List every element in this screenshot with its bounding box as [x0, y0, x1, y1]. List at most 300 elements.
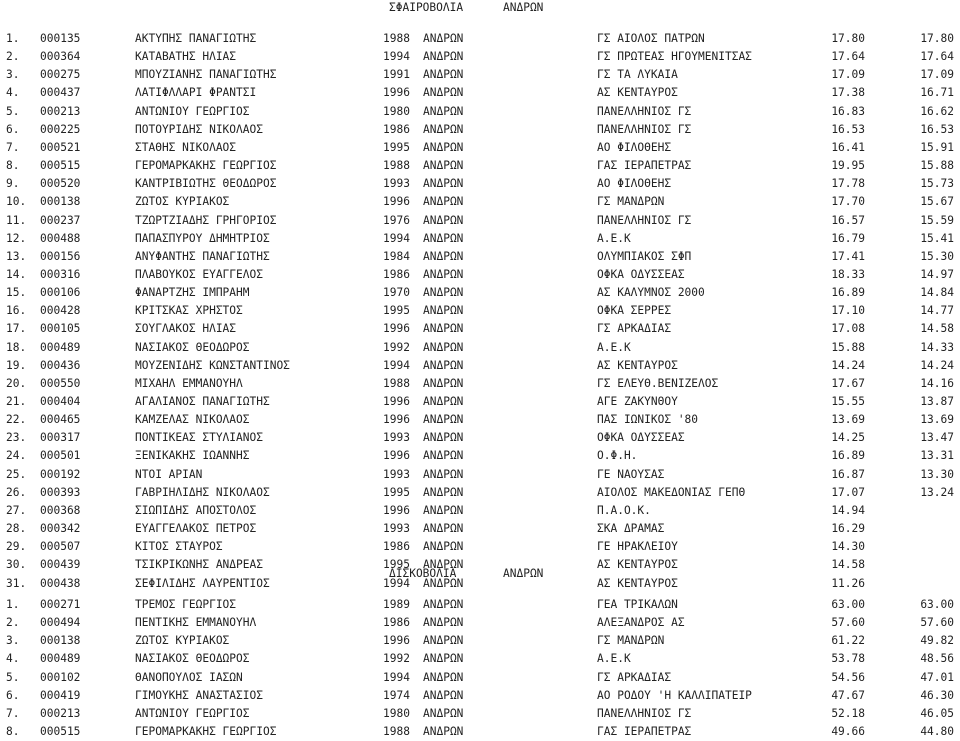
season-best: 61.22 [831, 634, 865, 648]
season-best: 16.87 [831, 467, 865, 481]
athlete-id: 000213 [40, 104, 81, 118]
category: ΑΝΔΡΩΝ [423, 540, 464, 554]
club: ΓΑΣ ΙΕΡΑΠΕΤΡΑΣ [597, 725, 692, 739]
result-row [0, 193, 960, 211]
season-best: 17.70 [831, 195, 865, 209]
birth-year: 1996 [383, 195, 410, 209]
mark: 63.00 [920, 598, 954, 611]
mark: 15.73 [920, 177, 954, 191]
athlete-name: ΣΕΦΙΛΙΔΗΣ ΛΑΥΡΕΝΤΙΟΣ [135, 576, 270, 590]
result-row [0, 520, 960, 538]
athlete-name: ΑΝΤΩΝΙΟΥ ΓΕΩΡΓΙΟΣ [135, 706, 250, 720]
athlete-id: 000489 [40, 652, 81, 666]
rank: 5. [6, 104, 20, 118]
rank: 27. [6, 503, 27, 517]
category: ΑΝΔΡΩΝ [423, 431, 464, 445]
club: ΓΕΑ ΤΡΙΚΑΛΩΝ [597, 598, 678, 611]
mark: 13.87 [920, 395, 954, 408]
rank: 25. [6, 467, 27, 481]
athlete-name: ΚΑΜΖΕΛΑΣ ΝΙΚΟΛΑΟΣ [135, 413, 250, 427]
athlete-id: 000138 [40, 634, 81, 648]
athlete-id: 000106 [40, 286, 81, 300]
result-row [0, 538, 960, 556]
birth-year: 1976 [383, 213, 410, 227]
rank: 8. [6, 159, 20, 173]
club: ΓΣ ΜΑΝΔΡΩΝ [597, 195, 665, 209]
athlete-id: 000437 [40, 86, 81, 100]
club: ΓΣ ΠΡΩΤΕΑΣ ΗΓΟΥΜΕΝΙΤΣΑΣ [597, 50, 752, 64]
club: ΓΕ ΝΑΟΥΣΑΣ [597, 467, 665, 481]
athlete-id: 000550 [40, 376, 81, 390]
mark: 14.33 [920, 340, 954, 354]
athlete-id: 000507 [40, 540, 81, 554]
result-row [0, 393, 960, 411]
athlete-id: 000225 [40, 122, 81, 136]
mark: 15.88 [920, 159, 954, 173]
athlete-id: 000316 [40, 267, 81, 281]
rank: 1. [6, 598, 20, 611]
birth-year: 1994 [383, 231, 410, 245]
season-best: 49.66 [831, 725, 865, 739]
season-best: 17.41 [831, 249, 865, 263]
athlete-name: ΓΙΜΟΥΚΗΣ ΑΝΑΣΤΑΣΙΟΣ [135, 688, 263, 702]
athlete-name: ΖΩΤΟΣ ΚΥΡΙΑΚΟΣ [135, 195, 230, 209]
birth-year: 1995 [383, 304, 410, 318]
category: ΑΝΔΡΩΝ [423, 286, 464, 300]
club: ΠΑΝΕΛΛΗΝΙΟΣ ΓΣ [597, 122, 692, 136]
athlete-name: ΑΝΤΩΝΙΟΥ ΓΕΩΡΓΙΟΣ [135, 104, 250, 118]
result-row [0, 357, 960, 375]
result-row [0, 212, 960, 230]
birth-year: 1986 [383, 122, 410, 136]
rank: 3. [6, 68, 20, 82]
result-row [0, 48, 960, 66]
birth-year: 1989 [383, 598, 410, 611]
mark: 15.67 [920, 195, 954, 209]
category: ΑΝΔΡΩΝ [423, 688, 464, 702]
club: ΣΚΑ ΔΡΑΜΑΣ [597, 522, 665, 536]
athlete-id: 000515 [40, 725, 81, 739]
result-row [0, 429, 960, 447]
athlete-name: ΓΑΒΡΙΗΛΙΔΗΣ ΝΙΚΟΛΑΟΣ [135, 485, 270, 499]
club: ΑΟ ΦΙΛΟΘΕΗΣ [597, 140, 672, 154]
rank: 3. [6, 634, 20, 648]
mark: 57.60 [920, 616, 954, 630]
athlete-name: ΑΓΑΛΙΑΝΟΣ ΠΑΝΑΓΙΩΤΗΣ [135, 395, 270, 408]
athlete-name: ΚΑΤΑΒΑΤΗΣ ΗΛΙΑΣ [135, 50, 237, 64]
athlete-name: ΣΙΩΠΙΔΗΣ ΑΠΟΣΤΟΛΟΣ [135, 503, 257, 517]
club: ΑΣ ΚΕΝΤΑΥΡΟΣ [597, 576, 678, 590]
season-best: 14.30 [831, 540, 865, 554]
mark: 48.56 [920, 652, 954, 666]
category: ΑΝΔΡΩΝ [423, 213, 464, 227]
athlete-id: 000436 [40, 358, 81, 372]
result-row [0, 705, 960, 723]
athlete-name: ΜΠΟΥΖΙΑΝΗΣ ΠΑΝΑΓΙΩΤΗΣ [135, 68, 277, 82]
result-row [0, 669, 960, 687]
birth-year: 1993 [383, 467, 410, 481]
rank: 18. [6, 340, 27, 354]
season-best: 17.78 [831, 177, 865, 191]
athlete-name: ΠΟΝΤΙΚΕΑΣ ΣΤΥΛΙΑΝΟΣ [135, 431, 263, 445]
rank: 19. [6, 358, 27, 372]
club: Π.Α.Ο.Κ. [597, 503, 651, 517]
rank: 26. [6, 485, 27, 499]
category: ΑΝΔΡΩΝ [423, 267, 464, 281]
rank: 17. [6, 322, 27, 336]
athlete-name: ΤΣΙΚΡΙΚΩΝΗΣ ΑΝΔΡΕΑΣ [135, 558, 263, 572]
event-name: ΣΦΑΙΡΟΒΟΛΙΑ [389, 1, 464, 14]
birth-year: 1980 [383, 706, 410, 720]
result-row [0, 266, 960, 284]
club: ΟΦΚΑ ΟΔΥΣΣΕΑΣ [597, 431, 685, 445]
category: ΑΝΔΡΩΝ [423, 467, 464, 481]
season-best: 16.57 [831, 213, 865, 227]
rank: 1. [6, 32, 20, 45]
category: ΑΝΔΡΩΝ [423, 652, 464, 666]
birth-year: 1994 [383, 50, 410, 64]
athlete-id: 000404 [40, 395, 81, 408]
result-row [0, 284, 960, 302]
athlete-id: 000515 [40, 159, 81, 173]
athlete-name: ΠΛΑΒΟΥΚΟΣ ΕΥΑΓΓΕΛΟΣ [135, 267, 263, 281]
rank: 12. [6, 231, 27, 245]
mark: 46.05 [920, 706, 954, 720]
season-best: 14.58 [831, 558, 865, 572]
club: ΑΟ ΦΙΛΟΘΕΗΣ [597, 177, 672, 191]
birth-year: 1996 [383, 449, 410, 463]
result-row [0, 121, 960, 139]
rank: 5. [6, 670, 20, 684]
mark: 13.31 [920, 449, 954, 463]
rank: 6. [6, 122, 20, 136]
athlete-name: ΦΑΝΑΡΤΖΗΣ ΙΜΠΡΑΗΜ [135, 286, 250, 300]
section-title [0, 565, 960, 583]
birth-year: 1996 [383, 634, 410, 648]
event-category: ΑΝΔΡΩΝ [503, 1, 544, 14]
athlete-name: ΠΕΝΤΙΚΗΣ ΕΜΜΑΝΟΥΗΛ [135, 616, 257, 630]
mark: 14.84 [920, 286, 954, 300]
birth-year: 1995 [383, 140, 410, 154]
mark: 14.77 [920, 304, 954, 318]
athlete-id: 000489 [40, 340, 81, 354]
club: Α.Ε.Κ [597, 231, 631, 245]
birth-year: 1992 [383, 652, 410, 666]
birth-year: 1974 [383, 688, 410, 702]
club: Α.Ε.Κ [597, 340, 631, 354]
season-best: 47.67 [831, 688, 865, 702]
birth-year: 1970 [383, 286, 410, 300]
birth-year: 1995 [383, 558, 410, 572]
athlete-id: 000138 [40, 195, 81, 209]
mark: 15.41 [920, 231, 954, 245]
athlete-id: 000521 [40, 140, 81, 154]
athlete-id: 000501 [40, 449, 81, 463]
rank: 31. [6, 576, 27, 590]
mark: 15.91 [920, 140, 954, 154]
season-best: 63.00 [831, 598, 865, 611]
athlete-id: 000237 [40, 213, 81, 227]
result-row [0, 248, 960, 266]
result-row [0, 723, 960, 741]
athlete-id: 000520 [40, 177, 81, 191]
category: ΑΝΔΡΩΝ [423, 68, 464, 82]
athlete-id: 000488 [40, 231, 81, 245]
athlete-name: ΝΑΣΙΑΚΟΣ ΘΕΟΔΩΡΟΣ [135, 340, 250, 354]
mark: 17.80 [920, 32, 954, 45]
category: ΑΝΔΡΩΝ [423, 670, 464, 684]
mark: 17.09 [920, 68, 954, 82]
season-best: 57.60 [831, 616, 865, 630]
athlete-name: ΑΝΥΦΑΝΤΗΣ ΠΑΝΑΓΙΩΤΗΣ [135, 249, 270, 263]
club: ΠΑΝΕΛΛΗΝΙΟΣ ΓΣ [597, 104, 692, 118]
season-best: 14.94 [831, 503, 865, 517]
birth-year: 1994 [383, 576, 410, 590]
club: ΑΣ ΚΑΛΥΜΝΟΣ 2000 [597, 286, 705, 300]
category: ΑΝΔΡΩΝ [423, 304, 464, 318]
birth-year: 1993 [383, 177, 410, 191]
event-category: ΑΝΔΡΩΝ [503, 567, 544, 580]
season-best: 17.64 [831, 50, 865, 64]
category: ΑΝΔΡΩΝ [423, 340, 464, 354]
category: ΑΝΔΡΩΝ [423, 522, 464, 536]
athlete-id: 000364 [40, 50, 81, 64]
mark: 13.69 [920, 413, 954, 427]
category: ΑΝΔΡΩΝ [423, 231, 464, 245]
result-row [0, 66, 960, 84]
category: ΑΝΔΡΩΝ [423, 159, 464, 173]
result-row [0, 484, 960, 502]
rank: 21. [6, 395, 27, 408]
result-row [0, 411, 960, 429]
result-row [0, 230, 960, 248]
category: ΑΝΔΡΩΝ [423, 706, 464, 720]
athlete-name: ΚΑΝΤΡΙΒΙΩΤΗΣ ΘΕΟΔΩΡΟΣ [135, 177, 277, 191]
result-row [0, 302, 960, 320]
season-best: 17.67 [831, 376, 865, 390]
club: ΑΓΕ ΖΑΚΥΝΘΟΥ [597, 395, 678, 408]
category: ΑΝΔΡΩΝ [423, 177, 464, 191]
birth-year: 1988 [383, 159, 410, 173]
rank: 11. [6, 213, 27, 227]
season-best: 17.80 [831, 32, 865, 45]
birth-year: 1995 [383, 485, 410, 499]
athlete-id: 000368 [40, 503, 81, 517]
birth-year: 1986 [383, 540, 410, 554]
mark: 14.16 [920, 376, 954, 390]
athlete-name: ΤΖΩΡΤΖΙΑΔΗΣ ΓΡΗΓΟΡΙΟΣ [135, 213, 277, 227]
result-row [0, 339, 960, 357]
mark: 47.01 [920, 670, 954, 684]
section-title [0, 0, 960, 17]
athlete-name: ΘΑΝΟΠΟΥΛΟΣ ΙΑΣΩΝ [135, 670, 243, 684]
category: ΑΝΔΡΩΝ [423, 395, 464, 408]
club: ΓΣ ΑΡΚΑΔΙΑΣ [597, 670, 672, 684]
birth-year: 1991 [383, 68, 410, 82]
season-best: 17.07 [831, 485, 865, 499]
athlete-name: ΓΕΡΟΜΑΡΚΑΚΗΣ ΓΕΩΡΓΙΟΣ [135, 159, 277, 173]
athlete-name: ΝΤΟΙ ΑΡΙΑΝ [135, 467, 203, 481]
club: ΓΣ ΜΑΝΔΡΩΝ [597, 634, 665, 648]
athlete-name: ΚΙΤΟΣ ΣΤΑΥΡΟΣ [135, 540, 223, 554]
mark: 16.53 [920, 122, 954, 136]
rank: 16. [6, 304, 27, 318]
category: ΑΝΔΡΩΝ [423, 50, 464, 64]
result-row [0, 687, 960, 705]
club: ΑΣ ΚΕΝΤΑΥΡΟΣ [597, 558, 678, 572]
season-best: 17.08 [831, 322, 865, 336]
club: ΟΦΚΑ ΣΕΡΡΕΣ [597, 304, 672, 318]
club: ΓΣ ΑΙΟΛΟΣ ΠΑΤΡΩΝ [597, 32, 705, 45]
season-best: 15.88 [831, 340, 865, 354]
mark: 15.59 [920, 213, 954, 227]
birth-year: 1992 [383, 340, 410, 354]
club: ΓΑΣ ΙΕΡΑΠΕΤΡΑΣ [597, 159, 692, 173]
rank: 29. [6, 540, 27, 554]
athlete-name: ΖΩΤΟΣ ΚΥΡΙΑΚΟΣ [135, 634, 230, 648]
season-best: 16.79 [831, 231, 865, 245]
athlete-name: ΜΟΥΖΕΝΙΔΗΣ ΚΩΝΣΤΑΝΤΙΝΟΣ [135, 358, 290, 372]
birth-year: 1993 [383, 431, 410, 445]
season-best: 53.78 [831, 652, 865, 666]
rank: 10. [6, 195, 27, 209]
rank: 13. [6, 249, 27, 263]
category: ΑΝΔΡΩΝ [423, 558, 464, 572]
category: ΑΝΔΡΩΝ [423, 322, 464, 336]
mark: 15.30 [920, 249, 954, 263]
athlete-name: ΣΟΥΓΛΑΚΟΣ ΗΛΙΑΣ [135, 322, 237, 336]
season-best: 15.55 [831, 395, 865, 408]
club: ΠΑΝΕΛΛΗΝΙΟΣ ΓΣ [597, 213, 692, 227]
category: ΑΝΔΡΩΝ [423, 122, 464, 136]
athlete-id: 000419 [40, 688, 81, 702]
season-best: 54.56 [831, 670, 865, 684]
club: ΓΣ ΑΡΚΑΔΙΑΣ [597, 322, 672, 336]
birth-year: 1988 [383, 376, 410, 390]
result-row [0, 614, 960, 632]
athlete-id: 000192 [40, 467, 81, 481]
birth-year: 1988 [383, 725, 410, 739]
season-best: 17.10 [831, 304, 865, 318]
mark: 14.58 [920, 322, 954, 336]
season-best: 19.95 [831, 159, 865, 173]
mark: 16.62 [920, 104, 954, 118]
category: ΑΝΔΡΩΝ [423, 376, 464, 390]
season-best: 17.38 [831, 86, 865, 100]
athlete-id: 000105 [40, 322, 81, 336]
athlete-name: ΕΥΑΓΓΕΛΑΚΟΣ ΠΕΤΡΟΣ [135, 522, 257, 536]
category: ΑΝΔΡΩΝ [423, 485, 464, 499]
mark: 16.71 [920, 86, 954, 100]
athlete-id: 000271 [40, 598, 81, 611]
athlete-id: 000135 [40, 32, 81, 45]
athlete-id: 000438 [40, 576, 81, 590]
rank: 4. [6, 652, 20, 666]
birth-year: 1996 [383, 413, 410, 427]
season-best: 14.24 [831, 358, 865, 372]
athlete-name: ΓΕΡΟΜΑΡΚΑΚΗΣ ΓΕΩΡΓΙΟΣ [135, 725, 277, 739]
athlete-name: ΞΕΝΙΚΑΚΗΣ ΙΩΑΝΝΗΣ [135, 449, 250, 463]
result-row [0, 30, 960, 48]
category: ΑΝΔΡΩΝ [423, 725, 464, 739]
mark: 17.64 [920, 50, 954, 64]
athlete-id: 000465 [40, 413, 81, 427]
category: ΑΝΔΡΩΝ [423, 249, 464, 263]
club: ΟΦΚΑ ΟΔΥΣΣΕΑΣ [597, 267, 685, 281]
result-row [0, 502, 960, 520]
rank: 2. [6, 616, 20, 630]
rank: 22. [6, 413, 27, 427]
mark: 49.82 [920, 634, 954, 648]
category: ΑΝΔΡΩΝ [423, 616, 464, 630]
season-best: 16.41 [831, 140, 865, 154]
season-best: 17.09 [831, 68, 865, 82]
result-row [0, 103, 960, 121]
season-best: 52.18 [831, 706, 865, 720]
rank: 2. [6, 50, 20, 64]
season-best: 16.83 [831, 104, 865, 118]
rank: 4. [6, 86, 20, 100]
athlete-name: ΚΡΙΤΣΚΑΣ ΧΡΗΣΤΟΣ [135, 304, 243, 318]
category: ΑΝΔΡΩΝ [423, 449, 464, 463]
birth-year: 1994 [383, 670, 410, 684]
birth-year: 1980 [383, 104, 410, 118]
category: ΑΝΔΡΩΝ [423, 140, 464, 154]
club: ΑΟ ΡΟΔΟΥ 'Η ΚΑΛΛΙΠΑΤΕΙΡ [597, 688, 752, 702]
rank: 24. [6, 449, 27, 463]
rank: 8. [6, 725, 20, 739]
mark: 14.24 [920, 358, 954, 372]
mark: 13.30 [920, 467, 954, 481]
athlete-name: ΜΙΧΑΗΛ ΕΜΜΑΝΟΥΗΛ [135, 376, 243, 390]
athlete-id: 000275 [40, 68, 81, 82]
birth-year: 1996 [383, 503, 410, 517]
mark: 13.24 [920, 485, 954, 499]
athlete-id: 000317 [40, 431, 81, 445]
event-name: ΔΙΣΚΟΒΟΛΙΑ [389, 567, 457, 580]
athlete-id: 000393 [40, 485, 81, 499]
club: ΑΣ ΚΕΝΤΑΥΡΟΣ [597, 86, 678, 100]
club: ΠΑΝΕΛΛΗΝΙΟΣ ΓΣ [597, 706, 692, 720]
birth-year: 1996 [383, 395, 410, 408]
athlete-id: 000102 [40, 670, 81, 684]
category: ΑΝΔΡΩΝ [423, 195, 464, 209]
rank: 15. [6, 286, 27, 300]
mark: 14.97 [920, 267, 954, 281]
rank: 7. [6, 140, 20, 154]
result-row [0, 596, 960, 614]
result-row [0, 632, 960, 650]
season-best: 18.33 [831, 267, 865, 281]
category: ΑΝΔΡΩΝ [423, 634, 464, 648]
club: ΑΣ ΚΕΝΤΑΥΡΟΣ [597, 358, 678, 372]
athlete-name: ΠΟΤΟΥΡΙΔΗΣ ΝΙΚΟΛΑΟΣ [135, 122, 263, 136]
athlete-id: 000439 [40, 558, 81, 572]
result-row [0, 447, 960, 465]
birth-year: 1984 [383, 249, 410, 263]
birth-year: 1986 [383, 267, 410, 281]
club: ΑΛΕΞΑΝΔΡΟΣ ΑΣ [597, 616, 685, 630]
birth-year: 1986 [383, 616, 410, 630]
rank: 28. [6, 522, 27, 536]
rank: 30. [6, 558, 27, 572]
category: ΑΝΔΡΩΝ [423, 598, 464, 611]
season-best: 11.26 [831, 576, 865, 590]
rank: 23. [6, 431, 27, 445]
athlete-id: 000342 [40, 522, 81, 536]
rank: 14. [6, 267, 27, 281]
birth-year: 1996 [383, 86, 410, 100]
